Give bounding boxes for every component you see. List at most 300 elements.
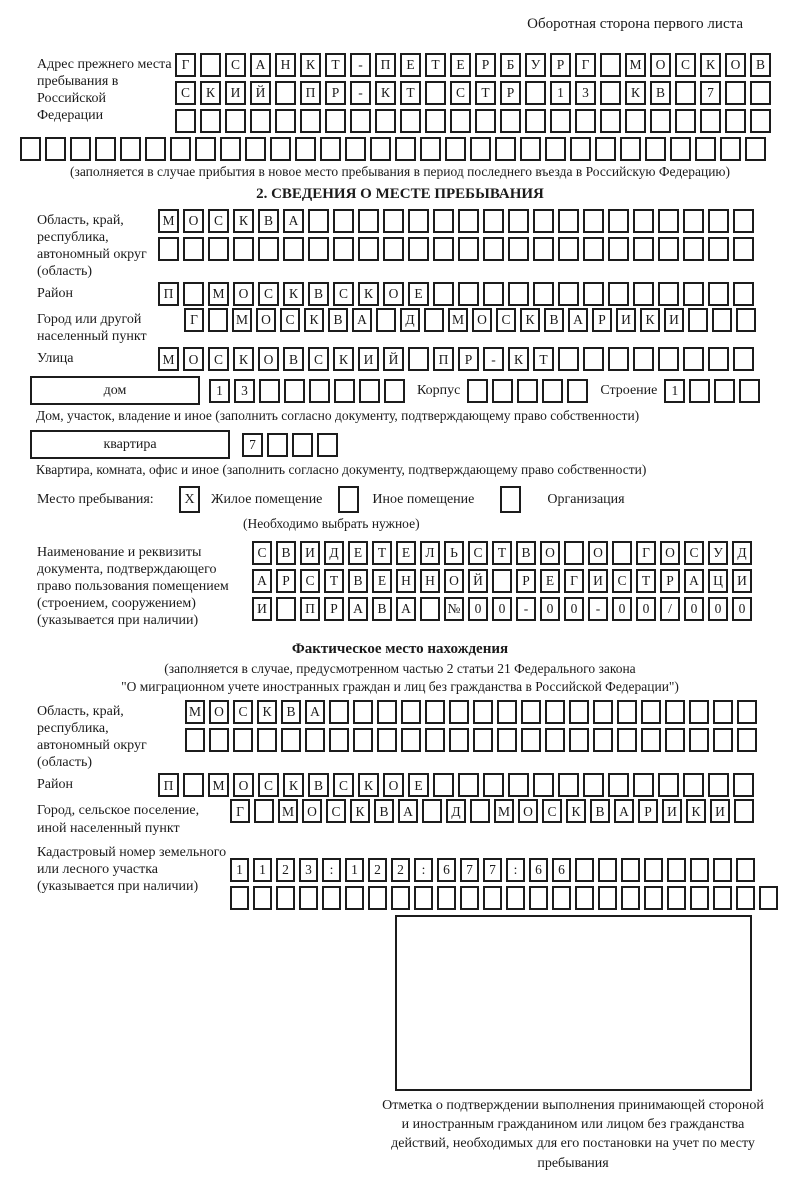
char-cell[interactable] (695, 137, 716, 161)
char-cell[interactable] (422, 799, 442, 823)
char-cell[interactable]: У (708, 541, 728, 565)
char-cell[interactable] (508, 209, 529, 233)
char-cell[interactable] (737, 728, 757, 752)
char-cell[interactable]: Д (324, 541, 344, 565)
char-cell[interactable] (483, 773, 504, 797)
char-cell[interactable] (733, 209, 754, 233)
char-cell[interactable] (508, 237, 529, 261)
char-cell[interactable] (483, 209, 504, 233)
char-cell[interactable]: О (258, 347, 279, 371)
char-cell[interactable]: 0 (636, 597, 656, 621)
char-cell[interactable] (420, 137, 441, 161)
char-cell[interactable] (433, 209, 454, 233)
char-cell[interactable]: Н (275, 53, 296, 77)
char-cell[interactable]: А (396, 597, 416, 621)
char-cell[interactable] (276, 886, 295, 910)
char-cell[interactable]: 2 (276, 858, 295, 882)
char-cell[interactable] (401, 728, 421, 752)
char-cell[interactable]: О (588, 541, 608, 565)
char-cell[interactable]: К (283, 282, 304, 306)
char-cell[interactable] (600, 109, 621, 133)
char-cell[interactable]: П (158, 773, 179, 797)
char-cell[interactable]: М (625, 53, 646, 77)
char-cell[interactable] (736, 886, 755, 910)
char-cell[interactable] (608, 237, 629, 261)
char-cell[interactable] (506, 886, 525, 910)
char-cell[interactable] (644, 886, 663, 910)
char-cell[interactable]: О (383, 773, 404, 797)
char-cell[interactable] (567, 379, 588, 403)
char-cell[interactable]: Т (492, 541, 512, 565)
char-cell[interactable]: О (518, 799, 538, 823)
char-cell[interactable] (245, 137, 266, 161)
char-cell[interactable] (475, 109, 496, 133)
char-cell[interactable] (183, 237, 204, 261)
char-cell[interactable] (683, 209, 704, 233)
char-cell[interactable] (520, 137, 541, 161)
char-cell[interactable] (675, 81, 696, 105)
char-cell[interactable] (641, 700, 661, 724)
char-cell[interactable] (449, 700, 469, 724)
char-cell[interactable] (575, 886, 594, 910)
char-cell[interactable] (300, 109, 321, 133)
char-cell[interactable]: В (516, 541, 536, 565)
char-cell[interactable] (625, 109, 646, 133)
char-cell[interactable]: К (566, 799, 586, 823)
char-cell[interactable]: 1 (253, 858, 272, 882)
char-cell[interactable]: 0 (732, 597, 752, 621)
char-cell[interactable] (683, 282, 704, 306)
char-cell[interactable]: В (308, 282, 329, 306)
char-cell[interactable] (569, 728, 589, 752)
char-cell[interactable] (683, 773, 704, 797)
char-cell[interactable] (233, 728, 253, 752)
char-cell[interactable]: 3 (234, 379, 255, 403)
char-cell[interactable]: Г (564, 569, 584, 593)
char-cell[interactable]: 6 (437, 858, 456, 882)
char-cell[interactable] (158, 237, 179, 261)
char-cell[interactable] (595, 137, 616, 161)
char-cell[interactable]: Е (408, 773, 429, 797)
char-cell[interactable]: К (520, 308, 540, 332)
char-cell[interactable]: 6 (552, 858, 571, 882)
char-cell[interactable]: А (305, 700, 325, 724)
char-cell[interactable] (558, 282, 579, 306)
char-cell[interactable] (542, 379, 563, 403)
char-cell[interactable] (713, 728, 733, 752)
char-cell[interactable]: С (542, 799, 562, 823)
char-cell[interactable] (598, 858, 617, 882)
char-cell[interactable] (600, 81, 621, 105)
char-cell[interactable]: К (300, 53, 321, 77)
char-cell[interactable]: К (358, 773, 379, 797)
char-cell[interactable] (658, 282, 679, 306)
char-cell[interactable] (495, 137, 516, 161)
char-cell[interactable]: 7 (460, 858, 479, 882)
char-cell[interactable] (368, 886, 387, 910)
char-cell[interactable]: А (398, 799, 418, 823)
char-cell[interactable] (353, 700, 373, 724)
char-cell[interactable]: В (372, 597, 392, 621)
char-cell[interactable] (617, 728, 637, 752)
char-cell[interactable]: В (650, 81, 671, 105)
char-cell[interactable] (736, 858, 755, 882)
char-cell[interactable] (233, 237, 254, 261)
organization-checkbox[interactable] (500, 486, 521, 513)
char-cell[interactable]: С (258, 773, 279, 797)
char-cell[interactable] (621, 858, 640, 882)
char-cell[interactable] (401, 700, 421, 724)
char-cell[interactable] (739, 379, 760, 403)
char-cell[interactable] (145, 137, 166, 161)
char-cell[interactable]: Д (400, 308, 420, 332)
char-cell[interactable] (633, 282, 654, 306)
char-cell[interactable]: Т (324, 569, 344, 593)
char-cell[interactable] (608, 209, 629, 233)
char-cell[interactable]: М (185, 700, 205, 724)
char-cell[interactable] (200, 109, 221, 133)
char-cell[interactable]: М (278, 799, 298, 823)
char-cell[interactable] (483, 237, 504, 261)
char-cell[interactable]: С (300, 569, 320, 593)
char-cell[interactable]: Т (400, 81, 421, 105)
char-cell[interactable]: С (612, 569, 632, 593)
char-cell[interactable] (736, 308, 756, 332)
char-cell[interactable]: - (588, 597, 608, 621)
char-cell[interactable] (545, 728, 565, 752)
char-cell[interactable] (598, 886, 617, 910)
char-cell[interactable] (508, 282, 529, 306)
char-cell[interactable]: О (183, 347, 204, 371)
char-cell[interactable]: - (516, 597, 536, 621)
char-cell[interactable] (183, 282, 204, 306)
char-cell[interactable]: М (494, 799, 514, 823)
char-cell[interactable] (733, 282, 754, 306)
char-cell[interactable] (376, 308, 396, 332)
char-cell[interactable]: К (257, 700, 277, 724)
char-cell[interactable] (308, 209, 329, 233)
char-cell[interactable] (492, 379, 513, 403)
char-cell[interactable]: О (183, 209, 204, 233)
char-cell[interactable]: П (375, 53, 396, 77)
char-cell[interactable]: К (304, 308, 324, 332)
char-cell[interactable] (433, 773, 454, 797)
char-cell[interactable]: Р (516, 569, 536, 593)
char-cell[interactable]: П (300, 81, 321, 105)
char-cell[interactable] (665, 700, 685, 724)
char-cell[interactable]: О (540, 541, 560, 565)
char-cell[interactable] (612, 541, 632, 565)
char-cell[interactable] (350, 109, 371, 133)
char-cell[interactable] (734, 799, 754, 823)
char-cell[interactable]: С (175, 81, 196, 105)
char-cell[interactable]: Ь (444, 541, 464, 565)
char-cell[interactable]: С (208, 209, 229, 233)
char-cell[interactable]: О (472, 308, 492, 332)
char-cell[interactable]: М (448, 308, 468, 332)
char-cell[interactable]: С (450, 81, 471, 105)
char-cell[interactable]: И (358, 347, 379, 371)
char-cell[interactable] (658, 209, 679, 233)
char-cell[interactable] (575, 109, 596, 133)
char-cell[interactable] (377, 700, 397, 724)
char-cell[interactable]: М (208, 282, 229, 306)
char-cell[interactable] (183, 773, 204, 797)
char-cell[interactable] (329, 728, 349, 752)
char-cell[interactable] (683, 347, 704, 371)
char-cell[interactable]: Й (383, 347, 404, 371)
char-cell[interactable]: О (256, 308, 276, 332)
char-cell[interactable] (283, 237, 304, 261)
char-cell[interactable] (275, 81, 296, 105)
char-cell[interactable]: А (684, 569, 704, 593)
char-cell[interactable]: К (625, 81, 646, 105)
char-cell[interactable] (425, 81, 446, 105)
char-cell[interactable] (295, 137, 316, 161)
char-cell[interactable]: : (506, 858, 525, 882)
char-cell[interactable]: В (348, 569, 368, 593)
char-cell[interactable]: Е (396, 541, 416, 565)
char-cell[interactable]: И (252, 597, 272, 621)
char-cell[interactable]: А (614, 799, 634, 823)
char-cell[interactable] (558, 237, 579, 261)
char-cell[interactable]: К (508, 347, 529, 371)
char-cell[interactable] (359, 379, 380, 403)
char-cell[interactable] (414, 886, 433, 910)
char-cell[interactable] (358, 209, 379, 233)
char-cell[interactable] (688, 308, 708, 332)
char-cell[interactable]: К (200, 81, 221, 105)
char-cell[interactable] (483, 886, 502, 910)
char-cell[interactable]: Г (636, 541, 656, 565)
char-cell[interactable]: Е (348, 541, 368, 565)
char-cell[interactable]: И (732, 569, 752, 593)
char-cell[interactable] (497, 728, 517, 752)
char-cell[interactable]: 0 (684, 597, 704, 621)
char-cell[interactable]: 3 (575, 81, 596, 105)
char-cell[interactable] (333, 209, 354, 233)
char-cell[interactable] (533, 282, 554, 306)
char-cell[interactable]: А (252, 569, 272, 593)
char-cell[interactable]: А (352, 308, 372, 332)
char-cell[interactable] (433, 282, 454, 306)
char-cell[interactable]: : (322, 858, 341, 882)
char-cell[interactable] (425, 728, 445, 752)
char-cell[interactable] (308, 237, 329, 261)
char-cell[interactable] (257, 728, 277, 752)
char-cell[interactable] (384, 379, 405, 403)
char-cell[interactable]: Р (500, 81, 521, 105)
char-cell[interactable] (175, 109, 196, 133)
char-cell[interactable] (250, 109, 271, 133)
char-cell[interactable]: - (350, 53, 371, 77)
char-cell[interactable]: В (328, 308, 348, 332)
char-cell[interactable]: Н (420, 569, 440, 593)
char-cell[interactable] (437, 886, 456, 910)
char-cell[interactable] (690, 886, 709, 910)
char-cell[interactable]: 7 (483, 858, 502, 882)
char-cell[interactable] (658, 347, 679, 371)
char-cell[interactable] (617, 700, 637, 724)
char-cell[interactable] (644, 858, 663, 882)
char-cell[interactable]: У (525, 53, 546, 77)
char-cell[interactable] (689, 379, 710, 403)
char-cell[interactable] (533, 237, 554, 261)
char-cell[interactable]: И (664, 308, 684, 332)
char-cell[interactable] (608, 347, 629, 371)
residential-checkbox[interactable]: X (179, 486, 200, 513)
char-cell[interactable] (420, 597, 440, 621)
char-cell[interactable] (737, 700, 757, 724)
char-cell[interactable]: Р (592, 308, 612, 332)
char-cell[interactable]: К (700, 53, 721, 77)
char-cell[interactable]: Е (400, 53, 421, 77)
char-cell[interactable]: 6 (529, 858, 548, 882)
char-cell[interactable]: С (233, 700, 253, 724)
char-cell[interactable] (424, 308, 444, 332)
char-cell[interactable]: С (326, 799, 346, 823)
char-cell[interactable] (712, 308, 732, 332)
char-cell[interactable] (750, 81, 771, 105)
char-cell[interactable] (733, 237, 754, 261)
char-cell[interactable]: С (468, 541, 488, 565)
char-cell[interactable]: С (333, 282, 354, 306)
char-cell[interactable] (400, 109, 421, 133)
char-cell[interactable] (593, 700, 613, 724)
char-cell[interactable]: А (250, 53, 271, 77)
char-cell[interactable]: Т (425, 53, 446, 77)
char-cell[interactable] (449, 728, 469, 752)
char-cell[interactable] (667, 858, 686, 882)
char-cell[interactable]: 7 (700, 81, 721, 105)
char-cell[interactable]: Ц (708, 569, 728, 593)
char-cell[interactable] (667, 886, 686, 910)
char-cell[interactable] (745, 137, 766, 161)
char-cell[interactable] (545, 137, 566, 161)
char-cell[interactable] (593, 728, 613, 752)
char-cell[interactable]: М (208, 773, 229, 797)
char-cell[interactable] (299, 886, 318, 910)
char-cell[interactable]: К (283, 773, 304, 797)
char-cell[interactable] (334, 379, 355, 403)
char-cell[interactable] (700, 109, 721, 133)
char-cell[interactable]: С (225, 53, 246, 77)
char-cell[interactable] (445, 137, 466, 161)
char-cell[interactable] (633, 773, 654, 797)
char-cell[interactable] (633, 347, 654, 371)
char-cell[interactable]: О (233, 282, 254, 306)
char-cell[interactable] (683, 237, 704, 261)
char-cell[interactable] (305, 728, 325, 752)
char-cell[interactable] (259, 379, 280, 403)
char-cell[interactable]: Т (325, 53, 346, 77)
char-cell[interactable]: М (232, 308, 252, 332)
char-cell[interactable] (569, 700, 589, 724)
char-cell[interactable]: М (158, 347, 179, 371)
char-cell[interactable]: М (158, 209, 179, 233)
char-cell[interactable]: Е (408, 282, 429, 306)
char-cell[interactable] (641, 728, 661, 752)
char-cell[interactable]: Л (420, 541, 440, 565)
char-cell[interactable] (633, 237, 654, 261)
char-cell[interactable] (185, 728, 205, 752)
char-cell[interactable]: Р (276, 569, 296, 593)
char-cell[interactable] (458, 282, 479, 306)
char-cell[interactable]: Р (458, 347, 479, 371)
char-cell[interactable] (333, 237, 354, 261)
char-cell[interactable] (425, 700, 445, 724)
char-cell[interactable]: С (333, 773, 354, 797)
char-cell[interactable] (645, 137, 666, 161)
char-cell[interactable] (725, 109, 746, 133)
char-cell[interactable] (275, 109, 296, 133)
char-cell[interactable] (358, 237, 379, 261)
char-cell[interactable] (550, 109, 571, 133)
char-cell[interactable]: 2 (368, 858, 387, 882)
char-cell[interactable] (713, 700, 733, 724)
char-cell[interactable]: В (283, 347, 304, 371)
char-cell[interactable] (552, 886, 571, 910)
char-cell[interactable]: Г (575, 53, 596, 77)
char-cell[interactable] (525, 109, 546, 133)
char-cell[interactable] (608, 773, 629, 797)
char-cell[interactable] (309, 379, 330, 403)
char-cell[interactable] (470, 799, 490, 823)
char-cell[interactable] (670, 137, 691, 161)
char-cell[interactable] (708, 209, 729, 233)
char-cell[interactable]: В (590, 799, 610, 823)
char-cell[interactable]: Т (372, 541, 392, 565)
char-cell[interactable] (433, 237, 454, 261)
char-cell[interactable]: В (544, 308, 564, 332)
char-cell[interactable] (325, 109, 346, 133)
char-cell[interactable] (689, 728, 709, 752)
char-cell[interactable] (620, 137, 641, 161)
char-cell[interactable]: Б (500, 53, 521, 77)
char-cell[interactable] (467, 379, 488, 403)
char-cell[interactable] (759, 886, 778, 910)
char-cell[interactable] (708, 347, 729, 371)
char-cell[interactable] (209, 728, 229, 752)
char-cell[interactable] (208, 308, 228, 332)
char-cell[interactable] (689, 700, 709, 724)
char-cell[interactable]: - (350, 81, 371, 105)
char-cell[interactable]: 1 (664, 379, 685, 403)
char-cell[interactable]: К (640, 308, 660, 332)
char-cell[interactable] (370, 137, 391, 161)
char-cell[interactable]: 0 (612, 597, 632, 621)
char-cell[interactable]: 3 (299, 858, 318, 882)
char-cell[interactable]: Р (475, 53, 496, 77)
char-cell[interactable]: Р (638, 799, 658, 823)
char-cell[interactable] (322, 886, 341, 910)
char-cell[interactable]: 0 (468, 597, 488, 621)
char-cell[interactable] (529, 886, 548, 910)
char-cell[interactable] (200, 53, 221, 77)
char-cell[interactable] (708, 237, 729, 261)
char-cell[interactable]: К (233, 209, 254, 233)
char-cell[interactable]: О (650, 53, 671, 77)
char-cell[interactable] (45, 137, 66, 161)
char-cell[interactable] (425, 109, 446, 133)
char-cell[interactable]: 1 (230, 858, 249, 882)
char-cell[interactable] (500, 109, 521, 133)
char-cell[interactable] (497, 700, 517, 724)
char-cell[interactable]: О (383, 282, 404, 306)
char-cell[interactable] (458, 237, 479, 261)
char-cell[interactable] (708, 773, 729, 797)
char-cell[interactable] (220, 137, 241, 161)
